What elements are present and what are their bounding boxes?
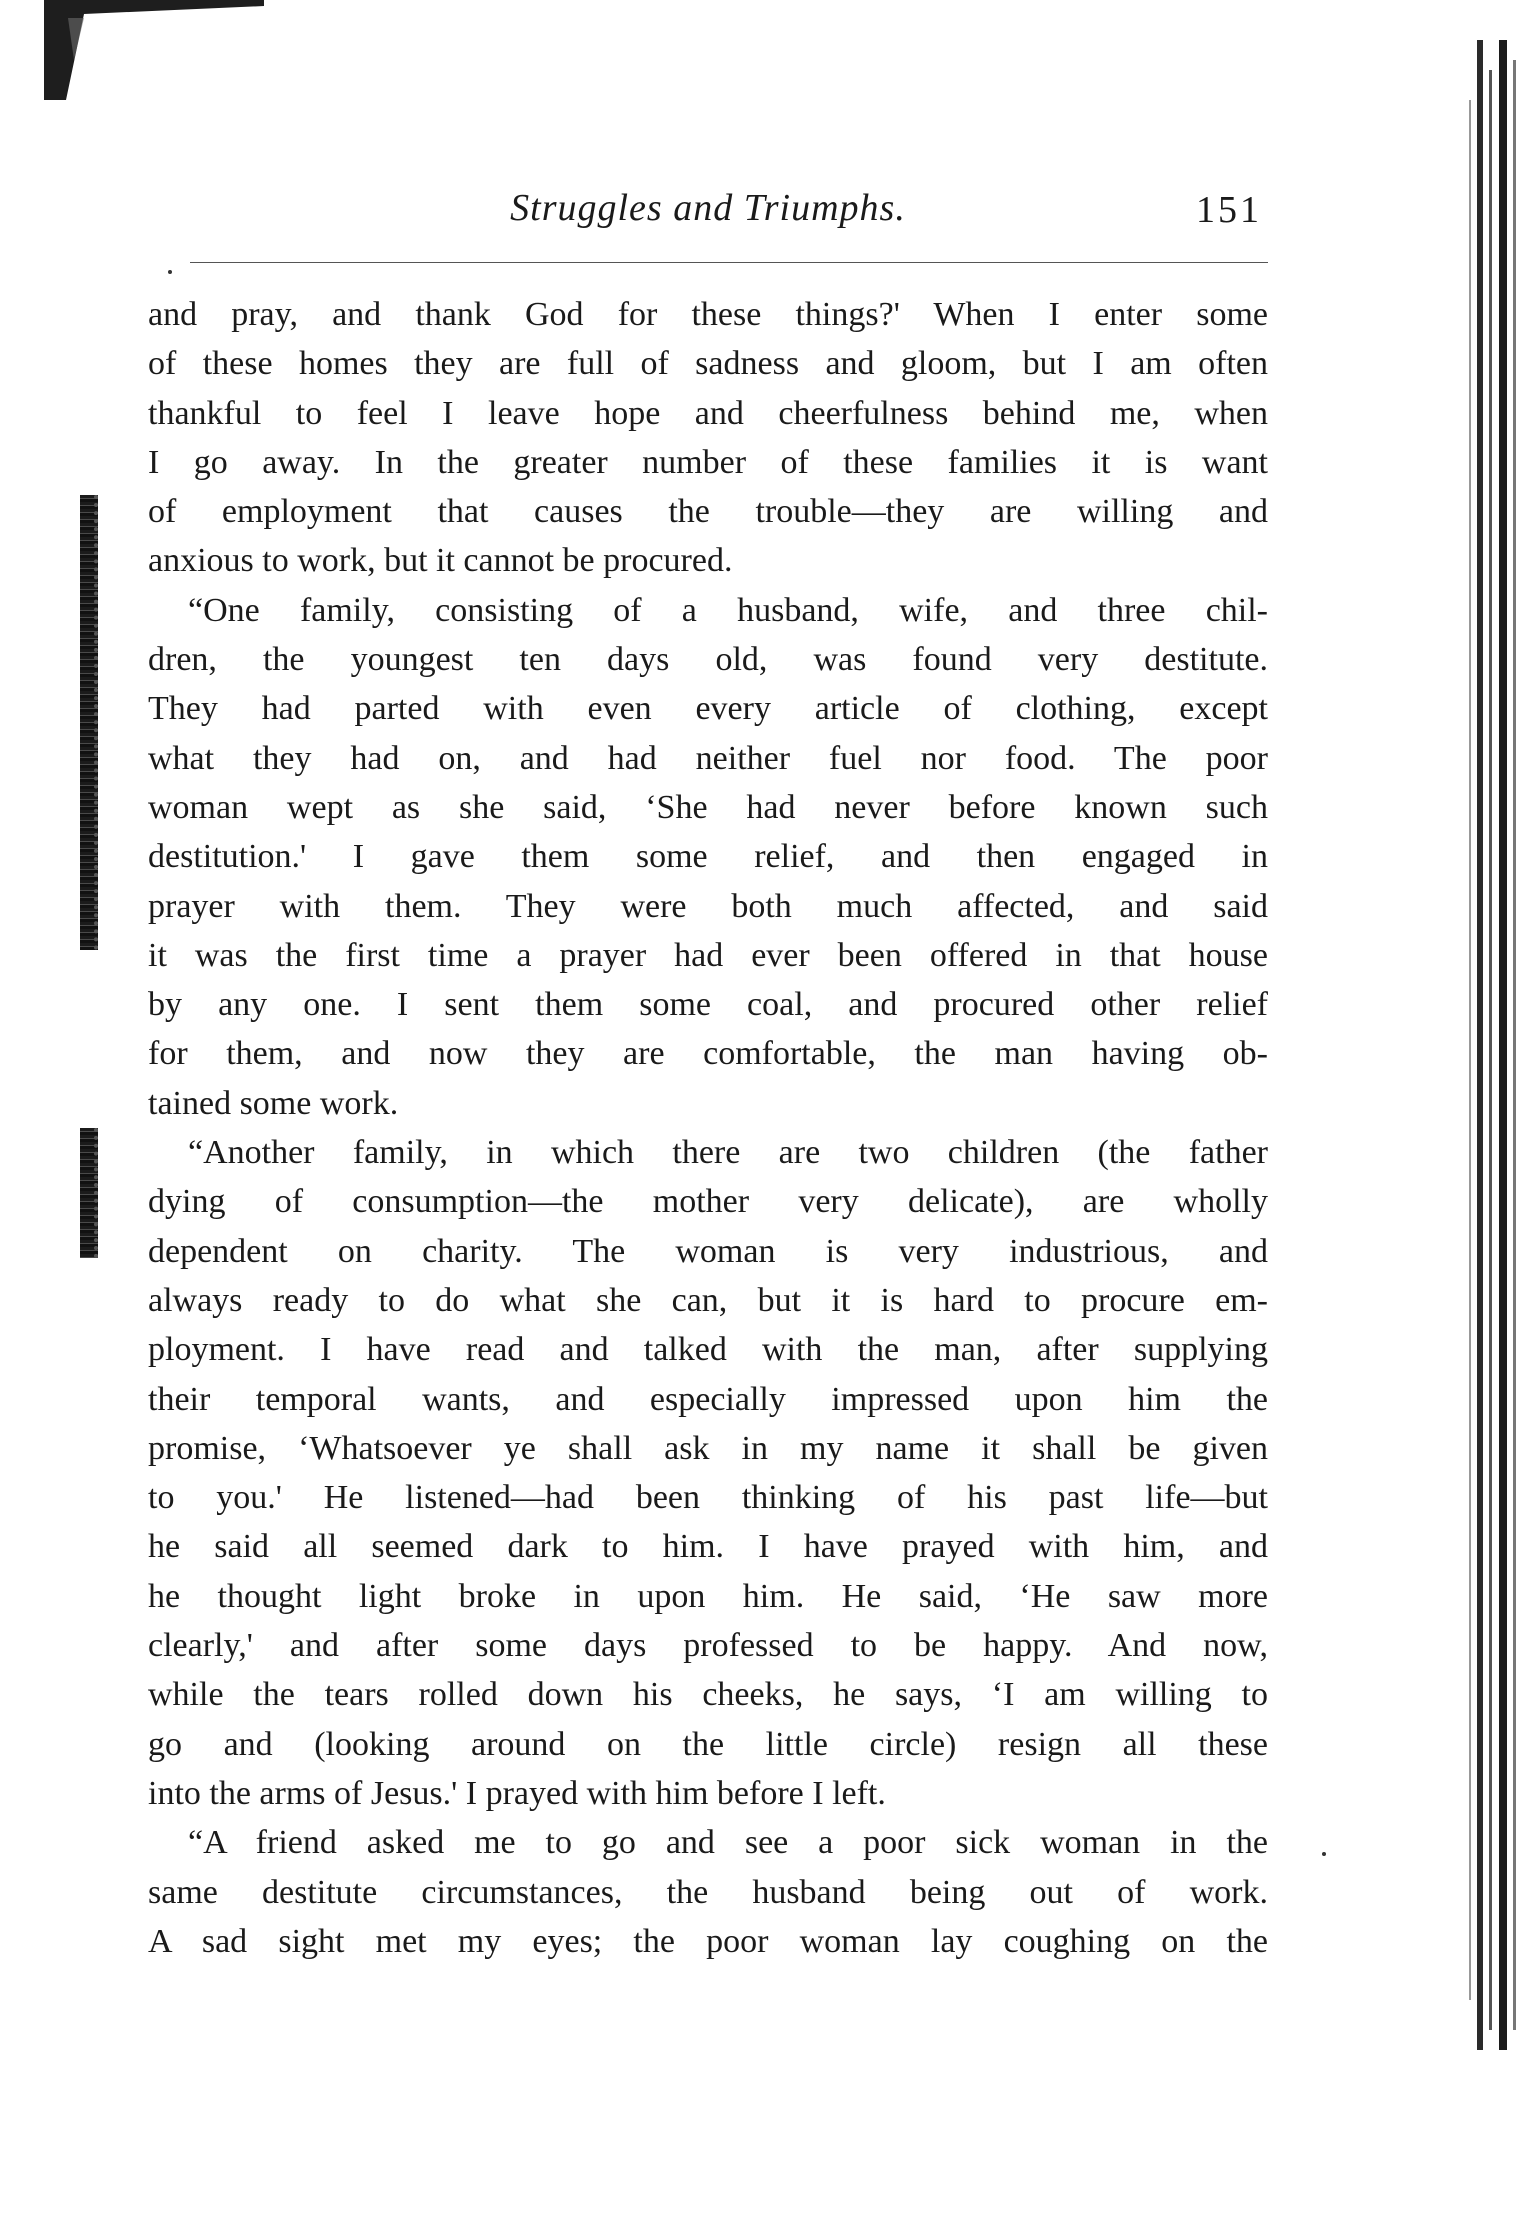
- text-line: what they had on, and had neither fuel nor food. The poor: [148, 739, 1268, 777]
- text-line: “One family, consisting of a husband, wife, and three chil-: [188, 591, 1268, 629]
- text-line: dren, the youngest ten days old, was found very destitute.: [148, 641, 1268, 679]
- text-line: for them, and now they are comfortable, the man having ob-: [148, 1035, 1268, 1073]
- margin-marking-bar: [80, 1128, 98, 1258]
- margin-marking-bar: [80, 495, 98, 950]
- text-line: by any one. I sent them some coal, and procured other relief: [148, 986, 1268, 1024]
- book-spine-edge: [1455, 40, 1525, 2050]
- text-line: I go away. In the greater number of these families it is want: [148, 443, 1268, 481]
- text-line: dependent on charity. The woman is very industrious, and: [148, 1232, 1268, 1270]
- text-line: woman wept as she said, ‘She had never before known such: [148, 788, 1268, 826]
- text-line: it was the first time a prayer had ever been offered in that house: [148, 936, 1268, 974]
- text-line: anxious to work, but it cannot be procured.: [148, 542, 733, 580]
- stray-mark: [168, 270, 172, 274]
- text-line: They had parted with even every article of clothing, except: [148, 690, 1268, 728]
- text-line: of these homes they are full of sadness and gloom, but I am often: [148, 345, 1268, 383]
- text-line: clearly,' and after some days professed to be happy. And now,: [148, 1627, 1268, 1665]
- text-line: into the arms of Jesus.' I prayed with him before I left.: [148, 1774, 886, 1812]
- text-line: and pray, and thank God for these things?' When I enter some: [148, 296, 1268, 333]
- running-head: [148, 186, 1268, 240]
- page-number: 151: [1196, 189, 1262, 231]
- running-title: Struggles and Triumphs.: [510, 187, 906, 229]
- text-line: go and (looking around on the little circle) resign all these: [148, 1725, 1268, 1763]
- text-line: of employment that causes the trouble—they are willing and: [148, 493, 1268, 531]
- text-line: always ready to do what she can, but it is hard to procure em-: [148, 1281, 1268, 1319]
- text-line: thankful to feel I leave hope and cheerfulness behind me, when: [148, 394, 1268, 432]
- text-line: he said all seemed dark to him. I have prayed with him, and: [148, 1528, 1268, 1566]
- text-line: tained some work.: [148, 1084, 399, 1122]
- text-line: “A friend asked me to go and see a poor sick woman in the: [188, 1824, 1268, 1862]
- text-line: ployment. I have read and talked with the man, after supplying: [148, 1331, 1268, 1369]
- text-line: promise, ‘Whatsoever ye shall ask in my name it shall be given: [148, 1429, 1268, 1467]
- text-line: same destitute circumstances, the husband being out of work.: [148, 1873, 1268, 1911]
- text-line: “Another family, in which there are two children (the father: [188, 1134, 1268, 1172]
- text-line: A sad sight met my eyes; the poor woman lay coughing on the: [148, 1922, 1268, 1960]
- text-line: prayer with them. They were both much affected, and said: [148, 887, 1268, 925]
- stray-mark: [1322, 1852, 1326, 1856]
- text-line: their temporal wants, and especially impressed upon him the: [148, 1380, 1268, 1418]
- scan-corner-mark: [44, 0, 264, 100]
- text-line: to you.' He listened—had been thinking of his past life—but: [148, 1479, 1268, 1517]
- text-line: he thought light broke in upon him. He said, ‘He saw more: [148, 1577, 1268, 1615]
- text-line: while the tears rolled down his cheeks, he says, ‘I am willing to: [148, 1676, 1268, 1714]
- header-rule: [190, 262, 1268, 263]
- text-line: destitution.' I gave them some relief, and then engaged in: [148, 838, 1268, 876]
- text-line: dying of consumption—the mother very delicate), are wholly: [148, 1183, 1268, 1221]
- body-text: [148, 290, 1268, 1966]
